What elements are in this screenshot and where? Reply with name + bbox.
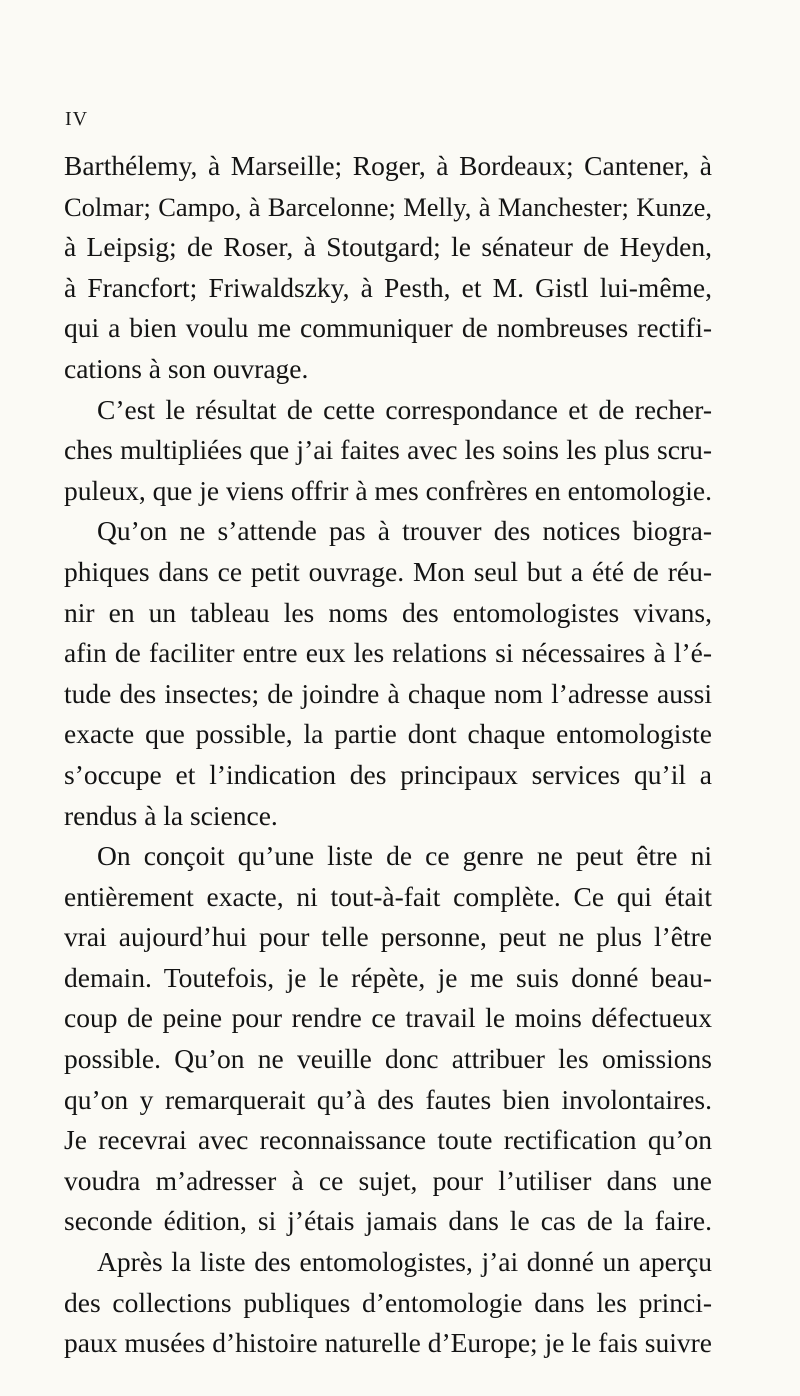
text-line: vrai aujourd’hui pour telle personne, peut ne plus l’être	[64, 921, 712, 953]
text-line: rendus à la science.	[64, 799, 278, 831]
text-line: possible. Qu’on ne veuille donc attribuer les omissions	[64, 1043, 712, 1075]
text-line: paux musées d’histoire naturelle d’Europe; je le fais suivre	[64, 1327, 712, 1359]
text-line: On conçoit qu’une liste de ce genre ne peut être ni	[97, 840, 712, 872]
text-line: voudra m’adresser à ce sujet, pour l’utiliser dans une	[64, 1164, 712, 1196]
text-line: nir en un tableau les noms des entomologistes vivans,	[64, 596, 712, 628]
text-line: qui a bien voulu me communiquer de nombreuses rectifi-	[64, 312, 712, 344]
page-number: IV	[65, 108, 89, 130]
text-line: Barthélemy, à Marseille; Roger, à Bordeaux; Cantener, à	[64, 150, 712, 181]
text-line: s’occupe et l’indication des principaux services qu’il a	[64, 758, 712, 790]
text-line: ches multipliées que j’ai faites avec les soins les plus scru-	[64, 434, 712, 466]
text-line: afin de faciliter entre eux les relations si nécessaires à l’é-	[64, 637, 712, 669]
text-line: à Leipsig; de Roser, à Stoutgard; le sénateur de Heyden,	[64, 231, 712, 263]
text-line: des collections publiques d’entomologie dans les princi-	[64, 1286, 712, 1318]
text-line: exacte que possible, la partie dont chaque entomologiste	[64, 718, 712, 750]
text-line: seconde édition, si j’étais jamais dans le cas de la faire.	[64, 1205, 712, 1237]
text-line: entièrement exacte, ni tout-à-fait complète. Ce qui était	[64, 880, 712, 912]
text-line: Colmar; Campo, à Barcelonne; Melly, à Manchester; Kunze,	[64, 191, 712, 222]
text-line: demain. Toutefois, je le répète, je me suis donné beau-	[64, 961, 712, 993]
text-line: à Francfort; Friwaldszky, à Pesth, et M. Gistl lui-même,	[64, 271, 712, 303]
text-line: C’est le résultat de cette correspondance et de recher-	[97, 393, 712, 425]
text-line: qu’on y remarquerait qu’à des fautes bien involontaires.	[64, 1083, 712, 1115]
text-line: phiques dans ce petit ouvrage. Mon seul but a été de réu-	[64, 555, 712, 587]
text-line: Après la liste des entomologistes, j’ai donné un aperçu	[97, 1246, 712, 1278]
text-line: puleux, que je viens offrir à mes confrères en entomologie.	[64, 474, 712, 506]
text-line: cations à son ouvrage.	[64, 352, 309, 384]
text-line: coup de peine pour rendre ce travail le moins défectueux	[64, 1002, 712, 1034]
text-line: Qu’on ne s’attende pas à trouver des notices biogra-	[97, 515, 712, 547]
text-line: Je recevrai avec reconnaissance toute rectification qu’on	[64, 1124, 712, 1156]
body-text	[64, 146, 712, 1364]
text-line: tude des insectes; de joindre à chaque nom l’adresse aussi	[64, 677, 712, 709]
